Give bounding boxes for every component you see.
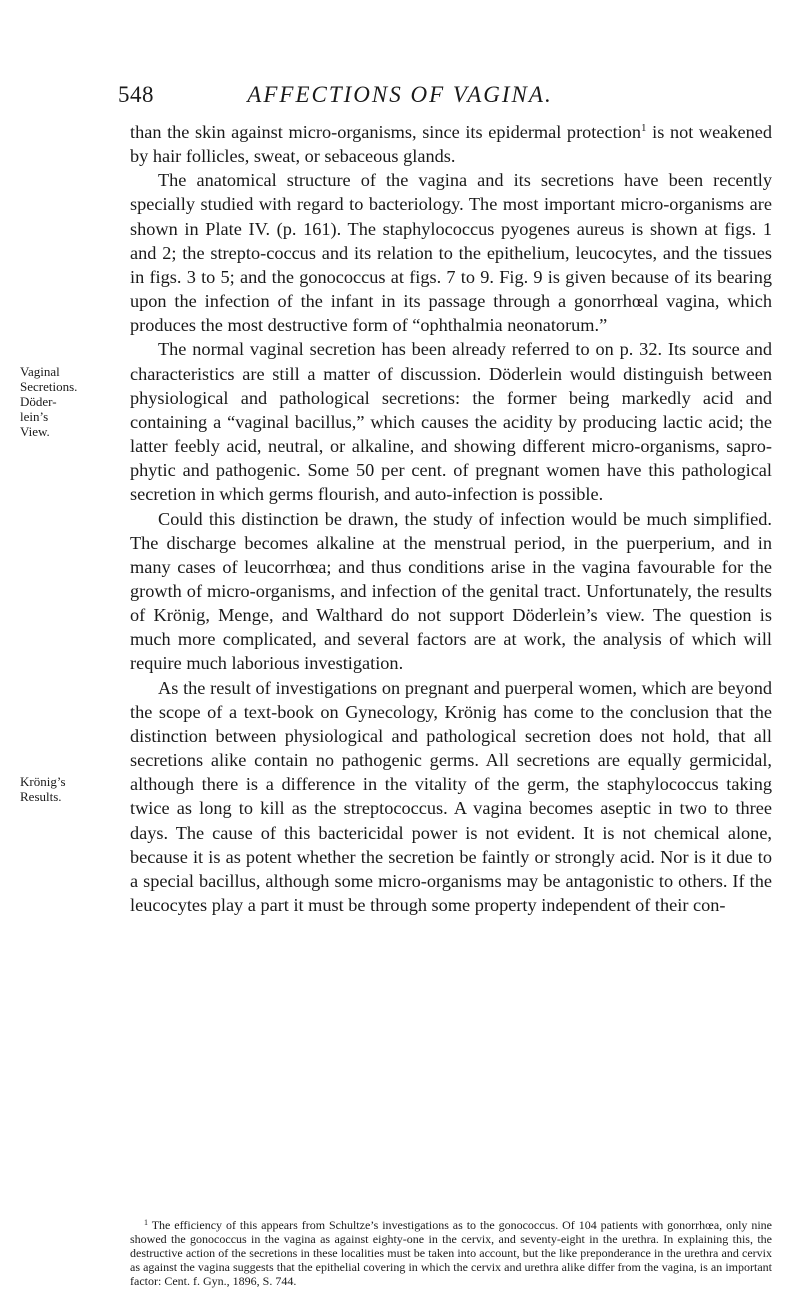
margin-note-line: Döder- [20, 394, 57, 409]
footnote-reference: 1 [641, 122, 647, 134]
main-text [130, 120, 772, 917]
paragraph: As the result of investigations on pregnant and puerperal women, which are beyond the scope of a text-book on Gynecology, Krönig has come to the conclusion that the distinction between physiological and pathological secretion does not hold, that all secretions alike contain no pathogenic germs. All secretions are equally germicidal, although there is a difference in the vitality of the germ, the staphylococcus taking twice as long to kill as the streptococcus. A vagina becomes aseptic in two to three days. The cause of this bactericidal power is not evident. It is not chemical alone, because it is as potent whether the secretion be faintly or strongly acid. Nor is it due to a special bacillus, although some micro-organisms may be antagonistic to others. If the leucocytes play a part it must be through some property independent of their con- [130, 677, 772, 915]
paragraph: The normal vaginal secretion has been already referred to on p. 32. Its source and characteristics are still a matter of discussion. Döderlein would distinguish between physiological and pathological secretions: the former being markedly acid and containing a “vaginal bacillus,” which causes the acidity by producing lactic acid; the latter feebly acid, neutral, or alkaline, and showing different micro-organisms, sapro-phytic and pathogenic. Some 50 per cent. of pregnant women have this pathological secretion in which germs flourish, and auto-infection is possible. [130, 339, 772, 505]
margin-note-vaginal-secretions [20, 364, 130, 439]
margin-note-line: Results. [20, 789, 62, 804]
margin-note-line: Krönig’s [20, 774, 66, 789]
running-head: AFFECTIONS OF VAGINA. [247, 82, 553, 107]
page-number: 548 [118, 82, 154, 107]
margin-note-line: lein’s [20, 409, 49, 424]
paragraph [130, 120, 772, 168]
page-header [0, 82, 800, 118]
margin-note-line: Secretions. [20, 379, 78, 394]
footnote-marker: 1 [144, 1218, 148, 1227]
paragraph: Could this distinction be drawn, the study of infection would be much simplified. The discharge becomes alkaline at the menstrual period, in the puerperium, and in many cases of leucorrhœa; and thus conditions arise in the vagina favourable for the growth of micro-organisms, and infection of the genital tract. Unfortunately, the results of Krönig, Menge, and Walthard do not support Döderlein’s view. The question is much more complicated, and several factors are at work, the analysis of which will require much laborious investigation. [130, 508, 772, 674]
margin-note-kronigs-results [20, 774, 130, 804]
paragraph-text: is not weakened by hair follicles, sweat, or sebaceous glands. [130, 122, 772, 167]
footnote-body: The efficiency of this appears from Schultze’s investigations as to the gonococcus. Of 104 patients with gonorrhœa, only nine showed the gonococcus in the vagina as against eighty-one in the cervix, and seventy-eight in the urethra. In explaining this, the destructive action of the secretions in these localities must be taken into account, but the like preponderance in the urethra and cervix as against the vagina suggests that the epithelial covering in which the cervix and urethra alike differ from the vagina, is an important factor: Cent. f. Gyn., 1896, S. 744. [130, 1218, 772, 1288]
margin-note-line: Vaginal [20, 364, 60, 379]
margin-note-line: View. [20, 424, 50, 439]
paragraph: The anatomical structure of the vagina and its secretions have been recently specially studied with regard to bacteriology. The most important micro-organisms are shown in Plate IV. (p. 161). The staphylococcus pyogenes aureus is shown at figs. 1 and 2; the strepto-coccus and its relation to the epithelium, leucocytes, and the tissues in figs. 3 to 5; and the gonococcus at figs. 7 to 9. Fig. 9 is given because of its bearing upon the infection of the infant in its passage through a gonorrhœal vagina, which produces the most destructive form of “ophthalmia neonatorum.” [130, 170, 772, 336]
paragraph-text: than the skin against micro-organisms, since its epidermal protection [130, 122, 642, 142]
footnote [130, 1218, 772, 1288]
footnote-text [130, 1218, 772, 1288]
